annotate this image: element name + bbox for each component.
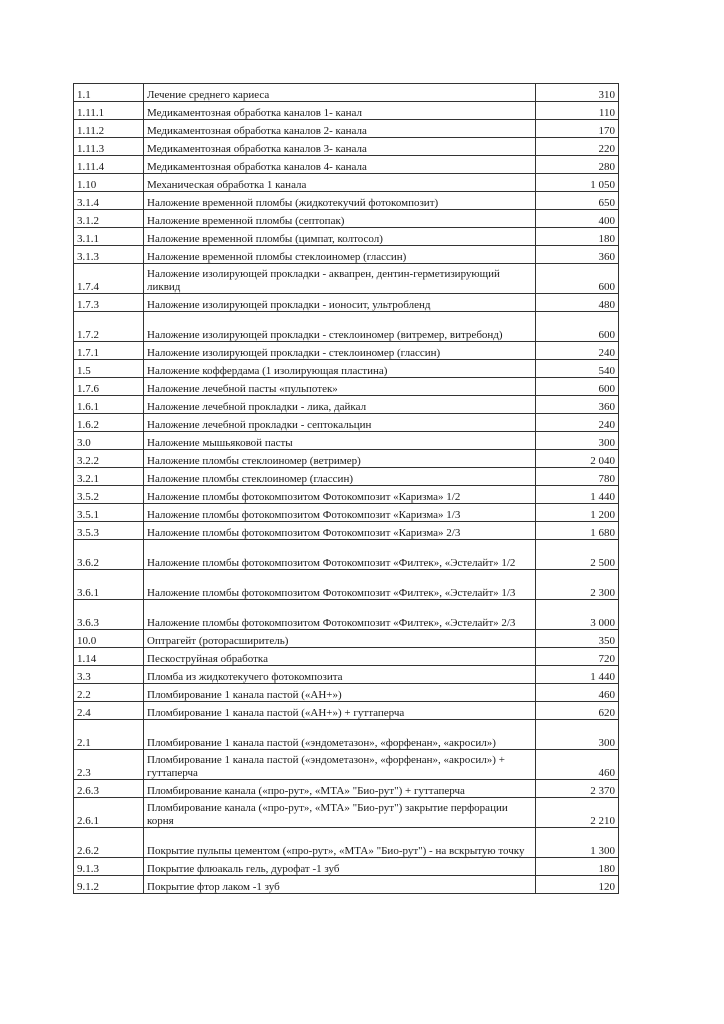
service-price-cell: 2 210 <box>536 798 619 828</box>
service-price-cell: 350 <box>536 630 619 648</box>
table-row <box>74 504 619 522</box>
service-code-cell: 2.6.2 <box>74 828 144 858</box>
service-price-cell: 2 500 <box>536 540 619 570</box>
service-name-cell: Наложение изолирующей прокладки - ионосит, ультробленд <box>144 294 536 312</box>
table-row <box>74 684 619 702</box>
service-name-cell: Наложение изолирующей прокладки - аквапрен, дентин-герметизирующий ликвид <box>144 264 536 294</box>
service-code-cell: 3.2.2 <box>74 450 144 468</box>
service-price-cell: 240 <box>536 414 619 432</box>
table-row <box>74 630 619 648</box>
table-row <box>74 264 619 294</box>
service-name-cell: Покрытие фтор лаком -1 зуб <box>144 876 536 894</box>
service-code-cell: 9.1.3 <box>74 858 144 876</box>
service-price-cell: 2 040 <box>536 450 619 468</box>
table-row <box>74 360 619 378</box>
service-code-cell: 10.0 <box>74 630 144 648</box>
service-code-cell: 1.10 <box>74 174 144 192</box>
service-name-cell: Наложение изолирующей прокладки - стеклоиномер (глассин) <box>144 342 536 360</box>
service-price-cell: 1 300 <box>536 828 619 858</box>
service-name-cell: Медикаментозная обработка каналов 4- канала <box>144 156 536 174</box>
service-price-cell: 310 <box>536 84 619 102</box>
service-name-cell: Наложение временной пломбы (септопак) <box>144 210 536 228</box>
service-name-cell: Оптрагейт (роторасширитель) <box>144 630 536 648</box>
service-price-cell: 2 370 <box>536 780 619 798</box>
service-name-cell: Наложение коффердама (1 изолирующая пластина) <box>144 360 536 378</box>
service-name-cell: Наложение лечебной прокладки - лика, дайкал <box>144 396 536 414</box>
service-name-cell: Пломбирование канала («про-рут», «МТА» "Био-рут") закрытие перфорации корня <box>144 798 536 828</box>
service-price-cell: 240 <box>536 342 619 360</box>
service-code-cell: 1.6.2 <box>74 414 144 432</box>
service-code-cell: 1.11.3 <box>74 138 144 156</box>
table-row <box>74 414 619 432</box>
table-row <box>74 858 619 876</box>
service-name-cell: Наложение мышьяковой пасты <box>144 432 536 450</box>
service-price-cell: 400 <box>536 210 619 228</box>
service-code-cell: 3.1.1 <box>74 228 144 246</box>
table-row <box>74 102 619 120</box>
table-row <box>74 192 619 210</box>
table-row <box>74 486 619 504</box>
service-name-cell: Наложение временной пломбы стеклоиномер (глассин) <box>144 246 536 264</box>
service-price-cell: 600 <box>536 378 619 396</box>
table-row <box>74 570 619 600</box>
service-code-cell: 2.4 <box>74 702 144 720</box>
table-row <box>74 780 619 798</box>
service-code-cell: 1.11.2 <box>74 120 144 138</box>
table-row <box>74 432 619 450</box>
service-code-cell: 1.7.6 <box>74 378 144 396</box>
service-price-cell: 2 300 <box>536 570 619 600</box>
service-price-cell: 600 <box>536 264 619 294</box>
table-row <box>74 648 619 666</box>
service-name-cell: Наложение пломбы стеклоиномер (ветример) <box>144 450 536 468</box>
service-name-cell: Наложение пломбы фотокомпозитом Фотокомпозит «Каризма» 1/2 <box>144 486 536 504</box>
table-row <box>74 540 619 570</box>
table-row <box>74 174 619 192</box>
table-row <box>74 378 619 396</box>
service-price-cell: 720 <box>536 648 619 666</box>
table-row <box>74 396 619 414</box>
table-row <box>74 312 619 342</box>
table-row <box>74 210 619 228</box>
service-price-cell: 180 <box>536 858 619 876</box>
service-price-cell: 110 <box>536 102 619 120</box>
service-name-cell: Пломба из жидкотекучего фотокомпозита <box>144 666 536 684</box>
service-code-cell: 9.1.2 <box>74 876 144 894</box>
table-row <box>74 702 619 720</box>
table-row <box>74 666 619 684</box>
service-code-cell: 3.1.3 <box>74 246 144 264</box>
service-name-cell: Покрытие флюакаль гель, дурофат -1 зуб <box>144 858 536 876</box>
service-name-cell: Механическая обработка 1 канала <box>144 174 536 192</box>
service-price-cell: 1 440 <box>536 666 619 684</box>
table-row <box>74 828 619 858</box>
service-name-cell: Пломбирование 1 канала пастой («АН+») <box>144 684 536 702</box>
table-row <box>74 522 619 540</box>
service-name-cell: Покрытие пульпы цементом («про-рут», «МТА» "Био-рут") - на вскрытую точку <box>144 828 536 858</box>
table-row <box>74 120 619 138</box>
service-price-cell: 1 050 <box>536 174 619 192</box>
service-price-cell: 360 <box>536 246 619 264</box>
service-code-cell: 1.7.4 <box>74 264 144 294</box>
service-code-cell: 3.1.4 <box>74 192 144 210</box>
service-code-cell: 1.14 <box>74 648 144 666</box>
service-price-cell: 300 <box>536 432 619 450</box>
table-row <box>74 156 619 174</box>
table-row <box>74 798 619 828</box>
service-code-cell: 3.6.2 <box>74 540 144 570</box>
table-row <box>74 720 619 750</box>
service-name-cell: Наложение пломбы стеклоиномер (глассин) <box>144 468 536 486</box>
service-code-cell: 3.5.3 <box>74 522 144 540</box>
service-code-cell: 3.5.2 <box>74 486 144 504</box>
service-price-cell: 620 <box>536 702 619 720</box>
service-code-cell: 2.1 <box>74 720 144 750</box>
service-name-cell: Медикаментозная обработка каналов 3- канала <box>144 138 536 156</box>
service-code-cell: 1.7.1 <box>74 342 144 360</box>
table-row <box>74 468 619 486</box>
service-price-cell: 600 <box>536 312 619 342</box>
service-code-cell: 3.1.2 <box>74 210 144 228</box>
service-price-cell: 1 200 <box>536 504 619 522</box>
service-name-cell: Медикаментозная обработка каналов 2- канала <box>144 120 536 138</box>
service-name-cell: Наложение пломбы фотокомпозитом Фотокомпозит «Каризма» 2/3 <box>144 522 536 540</box>
table-row <box>74 450 619 468</box>
service-name-cell: Пломбирование 1 канала пастой («АН+») + гуттаперча <box>144 702 536 720</box>
service-code-cell: 3.6.3 <box>74 600 144 630</box>
service-price-cell: 650 <box>536 192 619 210</box>
service-code-cell: 3.3 <box>74 666 144 684</box>
service-price-cell: 120 <box>536 876 619 894</box>
service-price-cell: 460 <box>536 750 619 780</box>
table-row <box>74 228 619 246</box>
table-row <box>74 750 619 780</box>
service-code-cell: 3.2.1 <box>74 468 144 486</box>
service-code-cell: 1.11.1 <box>74 102 144 120</box>
table-row <box>74 600 619 630</box>
service-name-cell: Наложение временной пломбы (цимпат, колтосол) <box>144 228 536 246</box>
table-row <box>74 294 619 312</box>
service-code-cell: 3.5.1 <box>74 504 144 522</box>
service-price-cell: 220 <box>536 138 619 156</box>
service-name-cell: Медикаментозная обработка каналов 1- канал <box>144 102 536 120</box>
service-code-cell: 2.3 <box>74 750 144 780</box>
service-price-cell: 280 <box>536 156 619 174</box>
service-code-cell: 1.6.1 <box>74 396 144 414</box>
service-price-cell: 540 <box>536 360 619 378</box>
service-price-cell: 460 <box>536 684 619 702</box>
service-name-cell: Пескоструйная обработка <box>144 648 536 666</box>
service-code-cell: 1.1 <box>74 84 144 102</box>
price-table <box>73 83 619 894</box>
service-name-cell: Наложение временной пломбы (жидкотекучий фотокомпозит) <box>144 192 536 210</box>
service-price-cell: 480 <box>536 294 619 312</box>
service-code-cell: 3.0 <box>74 432 144 450</box>
table-row <box>74 84 619 102</box>
table-row <box>74 342 619 360</box>
table-row <box>74 138 619 156</box>
service-price-cell: 1 440 <box>536 486 619 504</box>
service-price-cell: 360 <box>536 396 619 414</box>
service-name-cell: Пломбирование 1 канала пастой («эндометазон», «форфенан», «акросил») <box>144 720 536 750</box>
service-name-cell: Наложение пломбы фотокомпозитом Фотокомпозит «Филтек», «Эстелайт» 2/3 <box>144 600 536 630</box>
service-name-cell: Лечение среднего кариеса <box>144 84 536 102</box>
price-table-body <box>74 84 619 894</box>
service-name-cell: Наложение изолирующей прокладки - стеклоиномер (витремер, витребонд) <box>144 312 536 342</box>
service-price-cell: 180 <box>536 228 619 246</box>
service-name-cell: Наложение пломбы фотокомпозитом Фотокомпозит «Каризма» 1/3 <box>144 504 536 522</box>
service-price-cell: 300 <box>536 720 619 750</box>
service-code-cell: 1.7.3 <box>74 294 144 312</box>
service-price-cell: 1 680 <box>536 522 619 540</box>
service-code-cell: 3.6.1 <box>74 570 144 600</box>
service-name-cell: Наложение пломбы фотокомпозитом Фотокомпозит «Филтек», «Эстелайт» 1/2 <box>144 540 536 570</box>
service-name-cell: Наложение лечебной пасты «пульпотек» <box>144 378 536 396</box>
service-name-cell: Пломбирование канала («про-рут», «МТА» "Био-рут") + гуттаперча <box>144 780 536 798</box>
table-row <box>74 876 619 894</box>
service-code-cell: 2.6.1 <box>74 798 144 828</box>
service-code-cell: 2.2 <box>74 684 144 702</box>
service-name-cell: Наложение пломбы фотокомпозитом Фотокомпозит «Филтек», «Эстелайт» 1/3 <box>144 570 536 600</box>
service-code-cell: 1.7.2 <box>74 312 144 342</box>
service-price-cell: 780 <box>536 468 619 486</box>
service-name-cell: Наложение лечебной прокладки - септокальцин <box>144 414 536 432</box>
service-code-cell: 2.6.3 <box>74 780 144 798</box>
service-code-cell: 1.5 <box>74 360 144 378</box>
service-code-cell: 1.11.4 <box>74 156 144 174</box>
service-price-cell: 170 <box>536 120 619 138</box>
service-name-cell: Пломбирование 1 канала пастой («эндометазон», «форфенан», «акросил») + гуттаперча <box>144 750 536 780</box>
service-price-cell: 3 000 <box>536 600 619 630</box>
table-row <box>74 246 619 264</box>
